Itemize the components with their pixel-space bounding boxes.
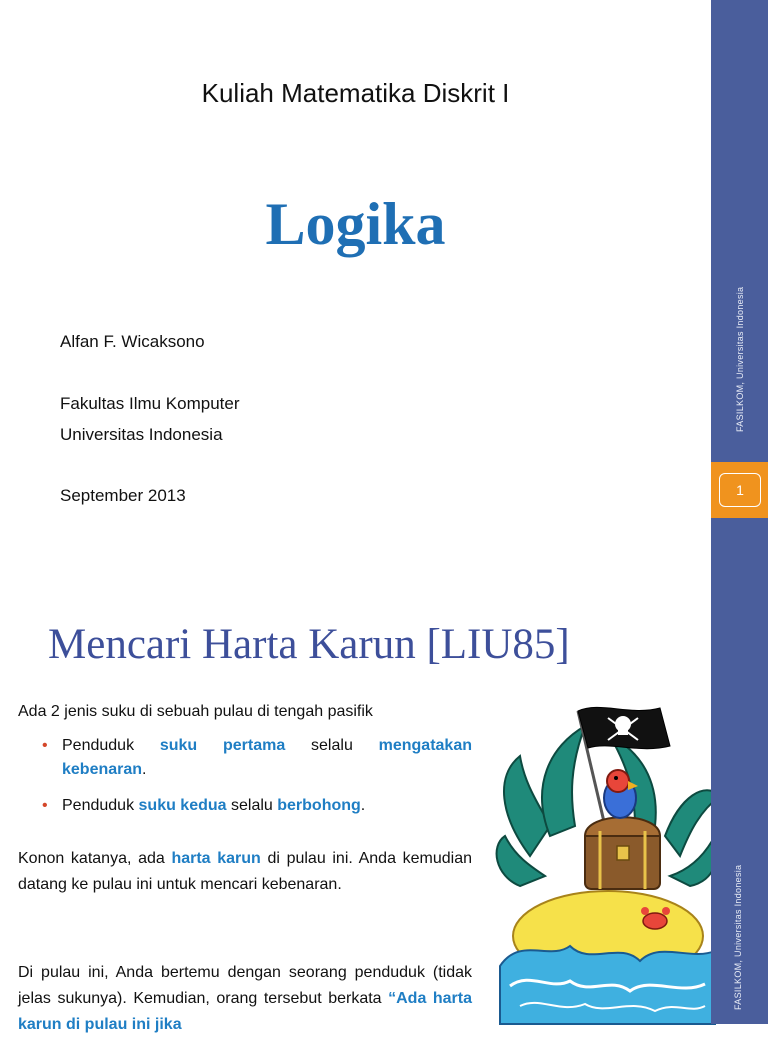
- slide-title: Mencari Harta Karun [LIU85]: [48, 621, 570, 668]
- page-number: 1: [719, 473, 761, 507]
- bullet-item: [40, 794, 472, 818]
- bullet-text: .: [360, 797, 366, 814]
- paragraph-treasure: [18, 846, 472, 898]
- highlight-text: harta karun: [171, 850, 261, 867]
- paragraph-text: Di pulau ini, Anda bertemu dengan seorang penduduk (tidak jelas sukunya). Kemudian, orang tersebut berkata: [18, 964, 472, 1007]
- bullet-text: selalu: [285, 737, 379, 754]
- paragraph-text: Konon katanya, ada: [18, 850, 172, 867]
- slide-2: [0, 576, 768, 1033]
- university-name: Universitas Indonesia: [60, 425, 223, 444]
- highlight-text: mengatakan kebenaran: [62, 737, 472, 778]
- course-title: Kuliah Matematika Diskrit I: [201, 78, 510, 108]
- treasure-island-illustration: [490, 686, 722, 1024]
- bullet-text: selalu: [226, 797, 278, 814]
- sidebar-text: FASILKOM, Universitas Indonesia: [733, 864, 743, 1010]
- faculty-name: Fakultas Ilmu Komputer: [60, 394, 240, 413]
- presentation-date: September 2013: [60, 486, 186, 505]
- bullet-text: Penduduk: [62, 737, 160, 754]
- sidebar-text: FASILKOM, Universitas Indonesia: [735, 286, 745, 432]
- author-name: Alfan F. Wicaksono: [60, 332, 205, 351]
- paragraph-text: di pulau ini. Anda kemudian datang ke pulau ini untuk mencari kebenaran.: [18, 850, 473, 893]
- bullet-text: Penduduk: [62, 797, 139, 814]
- paragraph-meeting: [18, 960, 472, 1038]
- highlight-text: suku kedua: [138, 797, 227, 814]
- highlight-text: suku pertama: [159, 737, 286, 754]
- slide-title: Logika: [265, 191, 446, 257]
- quote-text: “Ada harta karun di pulau ini jika: [18, 990, 472, 1033]
- highlight-text: berbohong: [277, 797, 361, 814]
- bullet-text: .: [142, 761, 147, 778]
- intro-text: Ada 2 jenis suku di sebuah pulau di tengah pasifik: [18, 703, 373, 720]
- bullet-list: [40, 734, 472, 830]
- page-number-badge: [711, 462, 768, 518]
- bullet-item: [40, 734, 472, 782]
